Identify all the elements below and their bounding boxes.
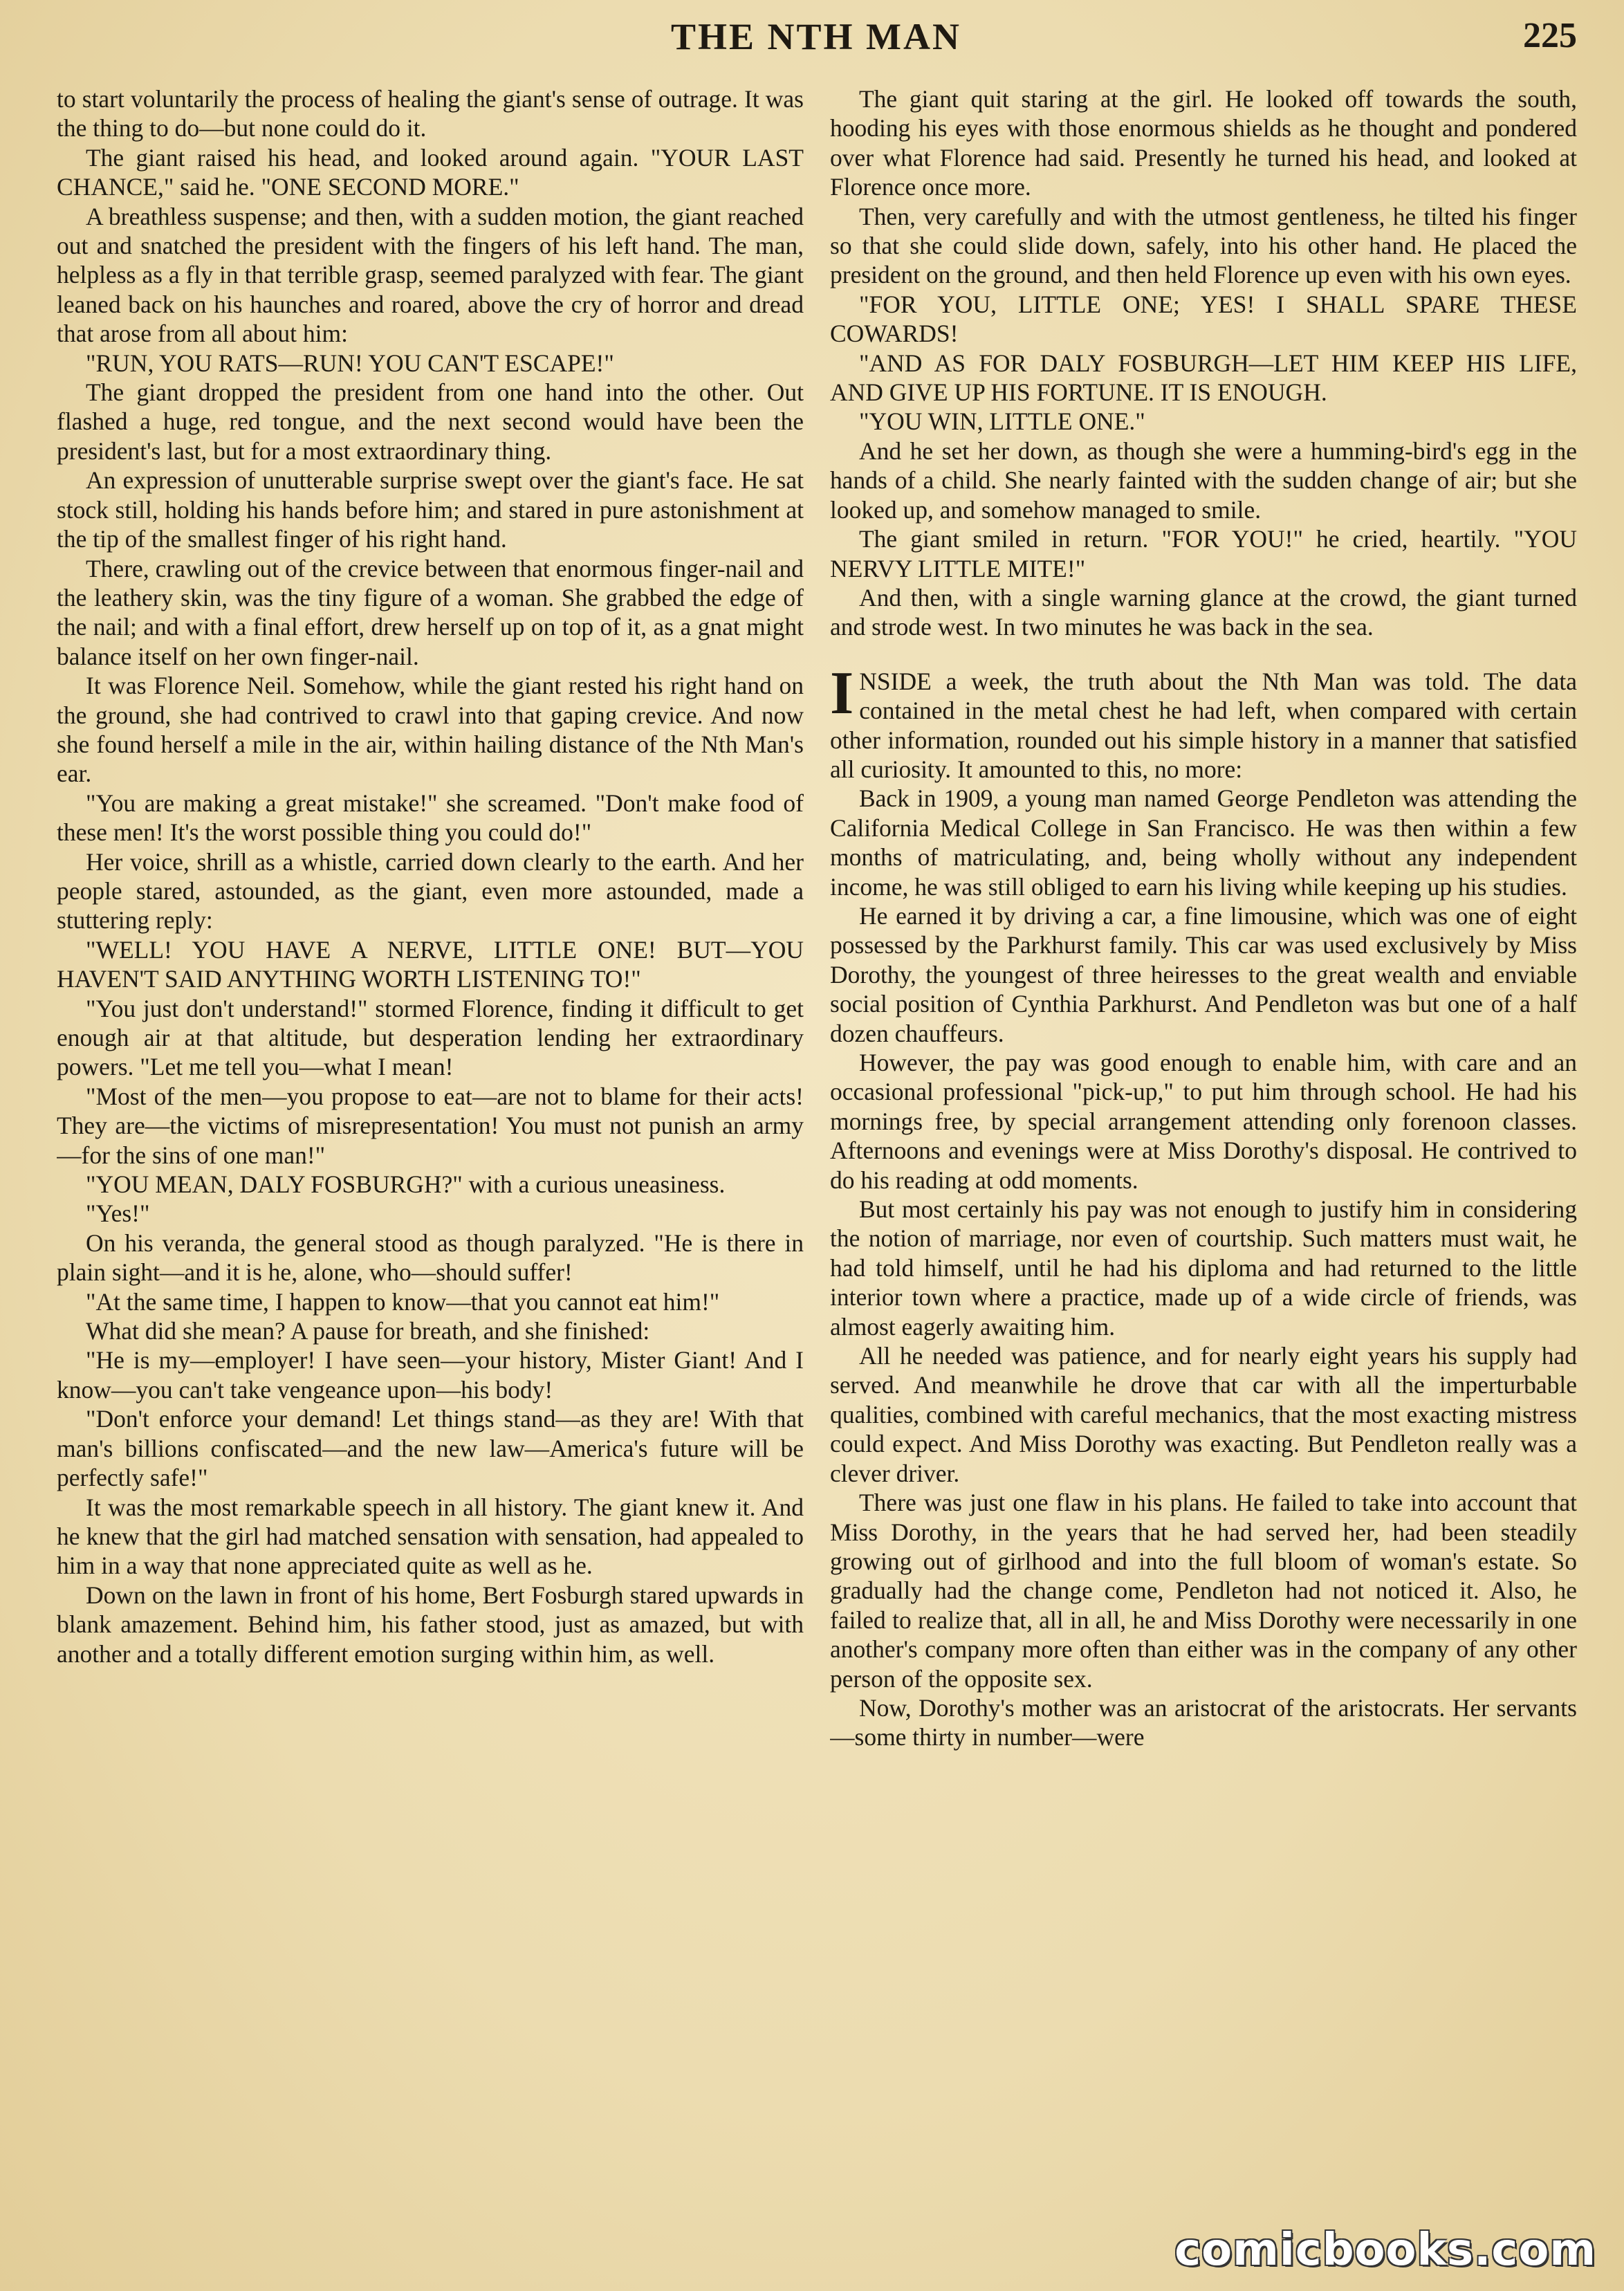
paragraph: Then, very carefully and with the utmost gentleness, he tilted his finger so that she could slide down, safely, into his other hand. He placed the president on the ground, and then held Florence up even with his own eyes.	[830, 202, 1577, 289]
paragraph: What did she mean? A pause for breath, and she finished:	[86, 1317, 650, 1345]
paragraph: "YOU MEAN, DALY FOSBURGH?" with a curious uneasiness.	[86, 1170, 726, 1199]
paragraph: to start voluntarily the process of healing the giant's sense of outrage. It was the thing to do—but none could do it.	[57, 85, 804, 142]
paragraph: The giant dropped the president from one hand into the other. Out flashed a huge, red tongue, and the next second would have been the president's last, but for a most extraordinary thing.	[57, 378, 804, 465]
paragraph: "RUN, YOU RATS—RUN! YOU CAN'T ESCAPE!"	[86, 349, 614, 377]
paragraph: It was the most remarkable speech in all history. The giant knew it. And he knew that the girl had matched sensation with sensation, had appealed to him in a way that none appreciated quite as well as he.	[57, 1493, 804, 1580]
paragraph: A breathless suspense; and then, with a sudden motion, the giant reached out and snatched the president with the fingers of his left hand. The man, helpless as a fly in that terrible grasp, seemed paralyzed with fear. The giant leaned back on his haunches and roared, above the cry of horror and dread that arose from all about him:	[57, 202, 804, 348]
paragraph: "You are making a great mistake!" she screamed. "Don't make food of these men! It's the worst possible thing you could do!"	[57, 789, 804, 847]
paragraph: And he set her down, as though she were a humming-bird's egg in the hands of a child. She nearly fainted with the sudden change of air; but she looked up, and somehow managed to smile.	[830, 436, 1577, 524]
paragraph: "WELL! YOU HAVE A NERVE, LITTLE ONE! BUT—YOU HAVEN'T SAID ANYTHING WORTH LISTENING TO!"	[57, 935, 804, 993]
paragraph: All he needed was patience, and for nearly eight years his supply had served. And meanwhile he drove that car with all the imperturbable qualities, combined with careful mechanics, that the most exacting mistress could expect. And Miss Dorothy was exacting. But Pendleton really was a clever driver.	[830, 1342, 1577, 1487]
paragraph: And then, with a single warning glance at the crowd, the giant turned and strode west. In two minutes he was back in the sea.	[830, 583, 1577, 641]
paragraph: "Most of the men—you propose to eat—are not to blame for their acts! They are—the victims of misrepresentation! You must not punish an army—for the sins of one man!"	[57, 1082, 804, 1169]
paragraph: There, crawling out of the crevice between that enormous finger-nail and the leathery skin, was the tiny figure of a woman. She grabbed the edge of the nail; and with a final effort, drew herself up on top of it, as a gnat might balance itself on her own finger-nail.	[57, 554, 804, 670]
paragraph: It was Florence Neil. Somehow, while the giant rested his right hand on the ground, she had contrived to crawl into that gaping crevice. And now she found herself a mile in the air, within hailing distance of the Nth Man's ear.	[57, 672, 804, 788]
page-header	[41, 7, 1591, 83]
paragraph: Now, Dorothy's mother was an aristocrat of the aristocrats. Her servants—some thirty in number—were	[830, 1693, 1577, 1751]
paragraph: "Yes!"	[86, 1199, 150, 1228]
paragraph: "He is my—employer! I have seen—your history, Mister Giant! And I know—you can't take vengeance upon—his body!	[57, 1346, 804, 1404]
paragraph: The giant raised his head, and looked around again. "YOUR LAST CHANCE," said he. "ONE SECOND MORE."	[57, 143, 804, 201]
right-column	[830, 84, 1577, 2236]
paragraph: "Don't enforce your demand! Let things stand—as they are! With that man's billions confiscated—and the new law—America's future will be perfectly safe!"	[57, 1405, 804, 1492]
paragraph: "AND AS FOR DALY FOSBURGH—LET HIM KEEP HIS LIFE, AND GIVE UP HIS FORTUNE. IT IS ENOUGH.	[830, 349, 1577, 407]
paragraph: However, the pay was good enough to enable him, with care and an occasional professional "pick-up," to put him through school. He had his mornings free, by special arrangement attending only forenoon classes. Afternoons and evenings were at Miss Dorothy's disposal. He contrived to do his reading at odd moments.	[830, 1049, 1577, 1194]
paragraph: "At the same time, I happen to know—that you cannot eat him!"	[86, 1287, 720, 1316]
paragraph: There was just one flaw in his plans. He failed to take into account that Miss Dorothy, in the years that he had served her, had been steadily growing out of girlhood and into the full bloom of woman's estate. So gradually had the change come, Pendleton had not noticed it. Also, he failed to realize that, all in all, he and Miss Dorothy were necessarily in one another's company more often than either was in the company of any other person of the opposite sex.	[830, 1489, 1577, 1693]
watermark-text: comicbooks.com	[1174, 2225, 1596, 2276]
section-opening-text: NSIDE a week, the truth about the Nth Man was told. The data contained in the metal chest he had left, when compared with certain other information, rounded out his simple history in a manner that satisfied all curiosity. It amounted to this, no more:	[830, 667, 1577, 783]
paragraph: "You just don't understand!" stormed Florence, finding it difficult to get enough air at that altitude, but desperation lending her extraordinary powers. "Let me tell you—what I mean!	[57, 994, 804, 1081]
paragraph: But most certainly his pay was not enough to justify him in considering the notion of marriage, nor even of courtship. Such matters must wait, he had told himself, until he had his diploma and had returned to the little interior town where a practice, made up of a wide circle of friends, was almost eagerly awaiting him.	[830, 1195, 1577, 1341]
paragraph: Back in 1909, a young man named George Pendleton was attending the California Medical College in San Francisco. He was then within a few months of matriculating, and, being wholly without any independent income, he was still obliged to earn his living while keeping up his studies.	[830, 784, 1577, 901]
paragraph: Her voice, shrill as a whistle, carried down clearly to the earth. And her people stared, astounded, as the giant, even more astounded, made a stuttering reply:	[57, 847, 804, 935]
paragraph: The giant smiled in return. "FOR YOU!" he cried, heartily. "YOU NERVY LITTLE MITE!"	[830, 525, 1577, 582]
paragraph: Down on the lawn in front of his home, Bert Fosburgh stared upwards in blank amazement. Behind him, his father stood, just as amazed, but with another and a totally different emotion surging within him, as well.	[57, 1581, 804, 1668]
section-opening	[830, 659, 1577, 784]
running-title: THE NTH MAN	[670, 16, 962, 57]
drop-cap: I	[830, 659, 854, 727]
paragraph: "FOR YOU, LITTLE ONE; YES! I SHALL SPARE THESE COWARDS!	[830, 290, 1577, 348]
paragraph: He earned it by driving a car, a fine limousine, which was one of eight possessed by the Parkhurst family. This car was used exclusively by Miss Dorothy, the youngest of three heiresses to the great wealth and enviable social position of Cynthia Parkhurst. And Pendleton was but one of a half dozen chauffeurs.	[830, 901, 1577, 1047]
page-number: 225	[1523, 16, 1577, 55]
paragraph: The giant quit staring at the girl. He looked off towards the south, hooding his eyes with those enormous shields as he thought and pondered over what Florence had said. Presently he turned his head, and looked at Florence once more.	[830, 85, 1577, 201]
paragraph: On his veranda, the general stood as though paralyzed. "He is there in plain sight—and it is he, alone, who—should suffer!	[57, 1229, 804, 1287]
paragraph: An expression of unutterable surprise swept over the giant's face. He sat stock still, holding his hands before him; and stared in pure astonishment at the tip of the smallest finger of his right hand.	[57, 466, 804, 553]
paragraph: "YOU WIN, LITTLE ONE."	[859, 407, 1145, 436]
left-column	[57, 84, 804, 2236]
